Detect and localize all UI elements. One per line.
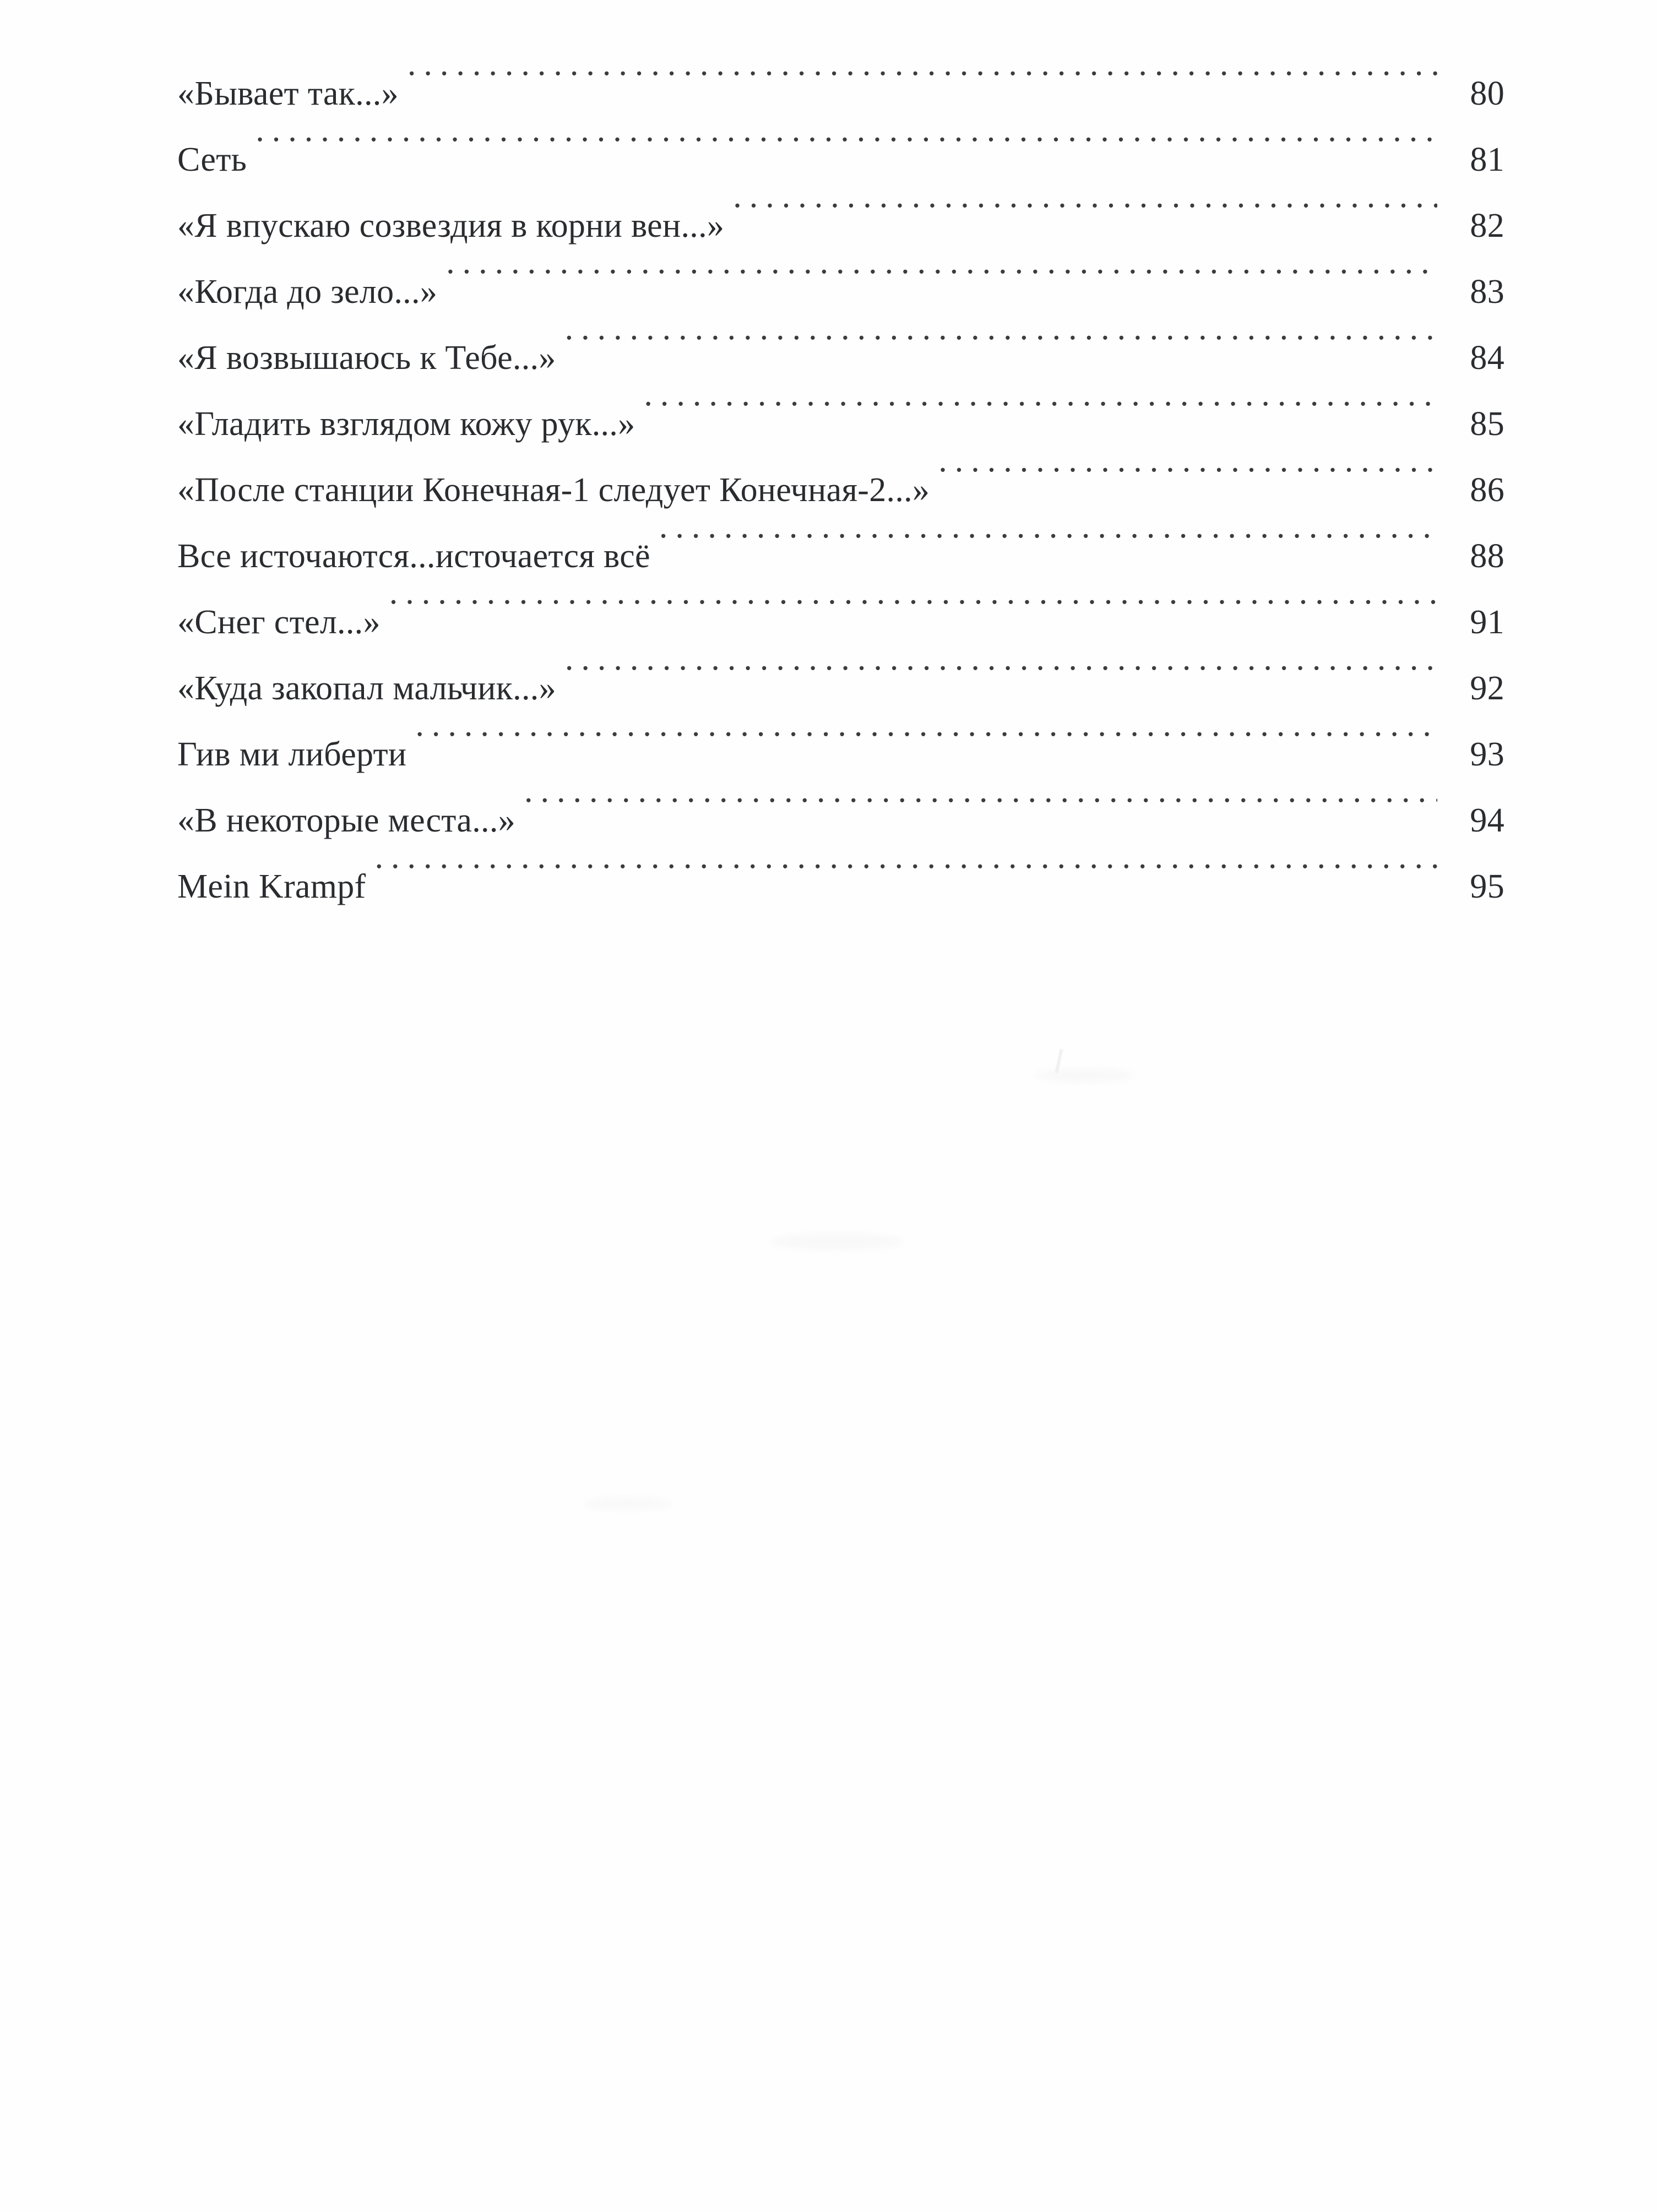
toc-leader-dots <box>374 863 1437 898</box>
toc-entry[interactable] <box>177 127 1504 193</box>
toc-entry-page: 81 <box>1470 141 1504 178</box>
toc-entry-title: «Куда закопал мальчик...» <box>177 670 556 707</box>
toc-leader-dots <box>408 70 1437 105</box>
toc-entry[interactable] <box>177 787 1504 854</box>
table-of-contents <box>177 61 1504 920</box>
toc-leader-dots <box>659 533 1437 567</box>
toc-entry-title: «Бывает так...» <box>177 75 399 112</box>
toc-leader-dots <box>415 731 1437 765</box>
paper-smudge <box>584 1498 672 1510</box>
toc-entry-title: Сеть <box>177 141 247 178</box>
toc-entry-title: Гив ми либерти <box>177 736 407 773</box>
toc-entry-page: 80 <box>1470 75 1504 112</box>
toc-entry[interactable] <box>177 523 1504 589</box>
toc-entry-page: 94 <box>1470 802 1504 839</box>
toc-entry-page: 91 <box>1470 604 1504 641</box>
toc-leader-dots <box>565 335 1437 369</box>
toc-entry[interactable] <box>177 854 1504 920</box>
toc-leader-dots <box>256 137 1437 171</box>
toc-entry-title: Все источаются...источается всё <box>177 537 650 575</box>
toc-entry-page: 82 <box>1470 207 1504 244</box>
toc-entry-page: 86 <box>1470 471 1504 509</box>
toc-entry-page: 93 <box>1470 736 1504 773</box>
toc-entry-title: «Гладить взглядом кожу рук...» <box>177 405 635 443</box>
toc-leader-dots <box>565 665 1437 699</box>
toc-entry[interactable] <box>177 391 1504 457</box>
toc-entry-page: 88 <box>1470 537 1504 575</box>
toc-entry[interactable] <box>177 193 1504 259</box>
toc-entry[interactable] <box>177 259 1504 325</box>
toc-entry[interactable] <box>177 655 1504 721</box>
toc-entry-title: «После станции Конечная-1 следует Конечная-2...» <box>177 471 930 509</box>
toc-entry-title: «Когда до зело...» <box>177 273 438 311</box>
toc-entry-page: 83 <box>1470 273 1504 311</box>
toc-leader-dots <box>644 401 1437 435</box>
toc-leader-dots <box>389 599 1437 633</box>
toc-entry-title: «В некоторые места...» <box>177 802 515 839</box>
toc-entry-page: 85 <box>1470 405 1504 443</box>
toc-entry-page: 92 <box>1470 670 1504 707</box>
toc-entry[interactable] <box>177 457 1504 523</box>
toc-entry-title: «Я впускаю созвездия в корни вен...» <box>177 207 725 244</box>
toc-leader-dots <box>446 269 1437 303</box>
toc-entry-title: «Я возвышаюсь к Тебе...» <box>177 339 556 377</box>
paper-smudge <box>1035 1068 1134 1083</box>
toc-entry-title: «Снег стел...» <box>177 604 381 641</box>
toc-leader-dots <box>524 797 1437 831</box>
paper-smudge <box>771 1233 903 1250</box>
toc-entry[interactable] <box>177 589 1504 655</box>
toc-leader-dots <box>733 203 1437 237</box>
toc-leader-dots <box>938 467 1437 501</box>
toc-entry-title: Mein Krampf <box>177 868 366 905</box>
toc-entry-page: 95 <box>1470 868 1504 905</box>
toc-entry-page: 84 <box>1470 339 1504 377</box>
toc-entry[interactable] <box>177 61 1504 127</box>
toc-entry[interactable] <box>177 721 1504 787</box>
toc-entry[interactable] <box>177 325 1504 391</box>
